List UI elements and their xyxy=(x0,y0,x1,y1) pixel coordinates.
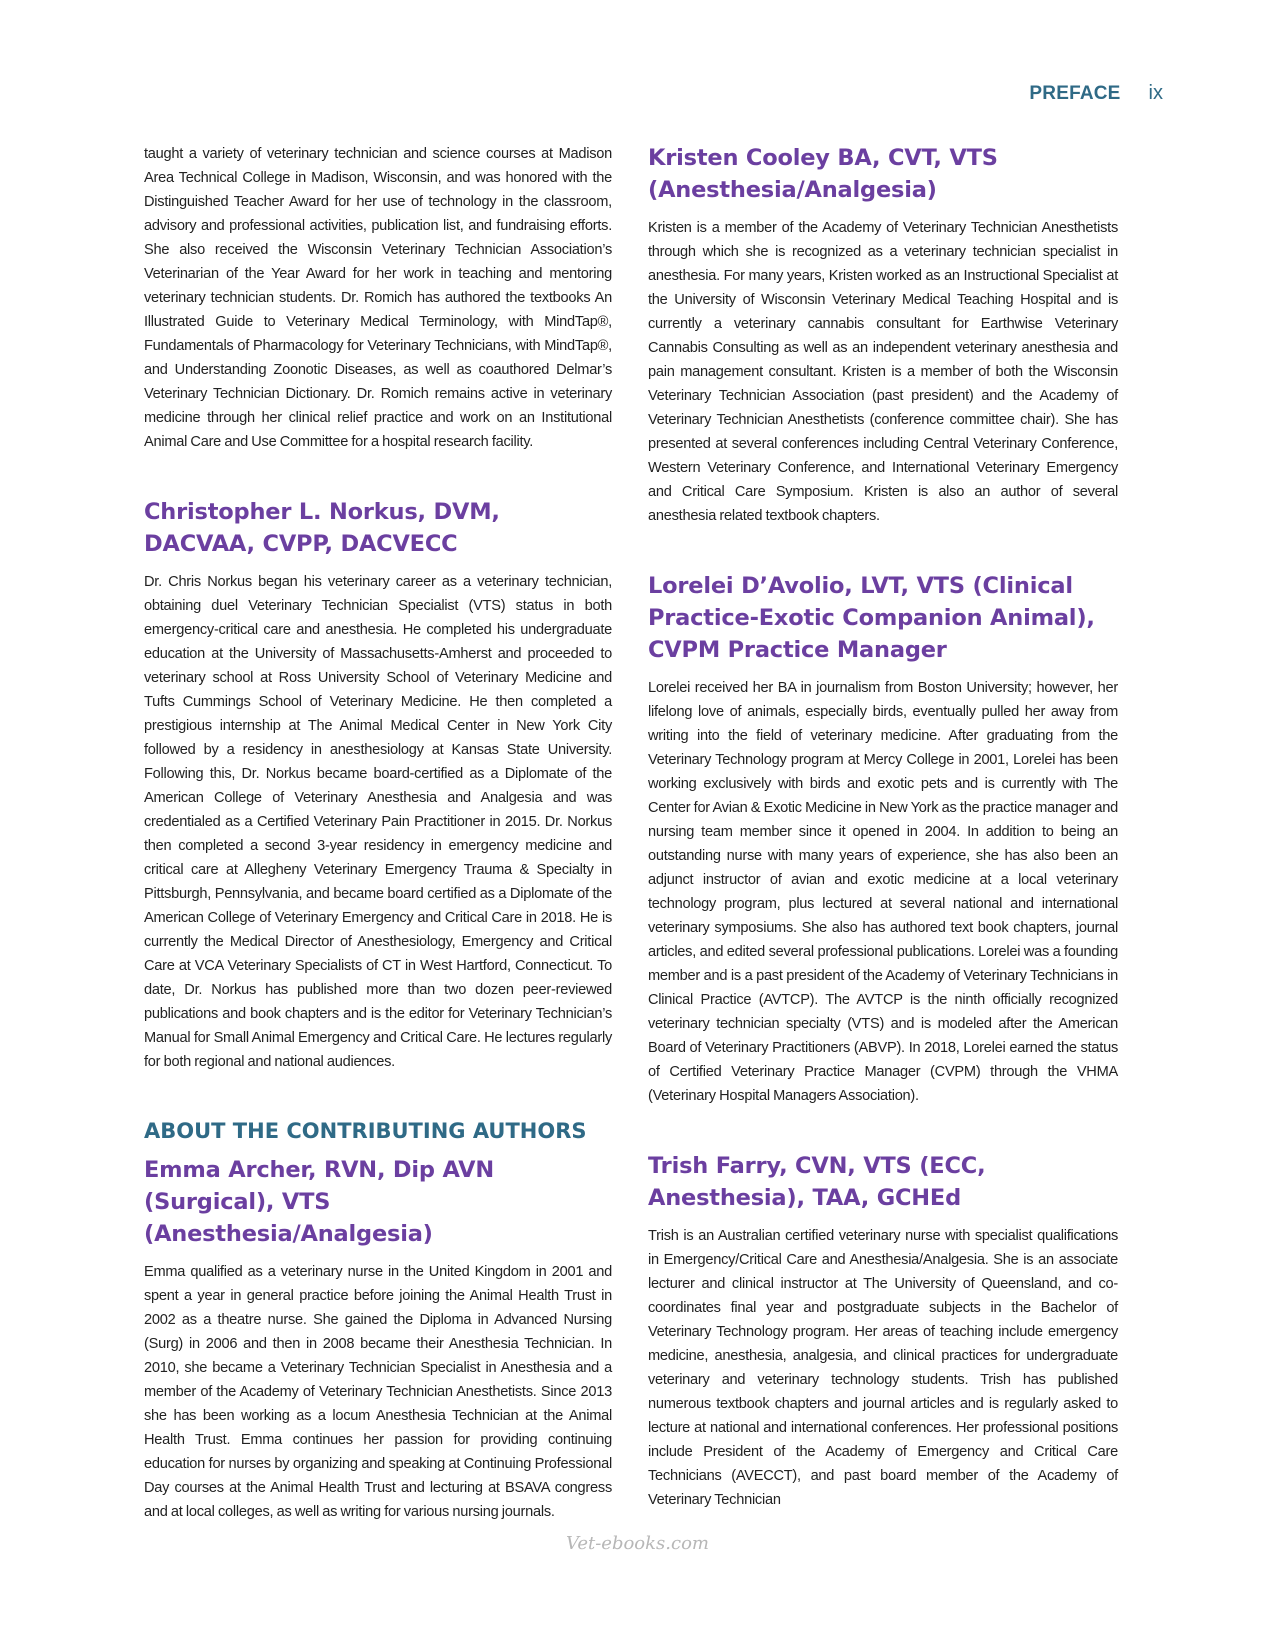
cooley-bio: Kristen is a member of the Academy of Veterinary Technician Anesthetists through which she is recognized as a veterinary technician specialist in anesthesia. For many years, Kristen worked as an Instructional Specialist at the University of Wisconsin Veterinary Medical Teaching Hospital and is currently a veterinary cannabis consultant for Earthwise Veterinary Cannabis Consulting as well as an independent veterinary anesthesia and pain management consultant. Kristen is a member of both the Wisconsin Veterinary Technician Association (past president) and the Academy of Veterinary Technician Anesthetists (conference committee chair). She has presented at several conferences including Central Veterinary Conference, Western Veterinary Conference, and International Veterinary Emergency and Critical Care Symposium. Kristen is also an author of several anesthesia related textbook chapters. xyxy=(648,220,1118,524)
section-title: PREFACE xyxy=(1029,83,1121,104)
right-column xyxy=(648,142,1118,1512)
cooley-heading: Kristen Cooley BA, CVT, VTS (Anesthesia/Analgesia) xyxy=(648,145,998,203)
farry-bio: Trish is an Australian certified veterinary nurse with specialist qualifications in Emergency/Critical Care and Anesthesia/Analgesia. She is an associate lecturer and clinical instructor at The University of Queensland, and co-coordinates final year and postgraduate subjects in the Bachelor of Veterinary Technology program. Her areas of teaching include emergency medicine, anesthesia, analgesia, and clinical practices for undergraduate veterinary and veterinary technology students. Trish has published numerous textbook chapters and journal articles and is regularly asked to lecture at national and international conferences. Her professional positions include President of the Academy of Emergency and Critical Care Technicians (AVECCT), and past board member of the Academy of Veterinary Technician xyxy=(648,1228,1118,1508)
watermark xyxy=(0,1533,1275,1554)
davolio-heading: Lorelei D’Avolio, LVT, VTS (Clinical Practice-Exotic Companion Animal), CVPM Practice Manager xyxy=(648,573,1095,663)
davolio-bio: Lorelei received her BA in journalism from Boston University; however, her lifelong love of animals, especially birds, eventually pulled her away from writing into the field of veterinary medicine. After graduating from the Veterinary Technology program at Mercy College in 2001, Lorelei has been working exclusively with birds and exotic pets and is currently with The Center for Avian & Exotic Medicine in New York as the practice manager and nursing team member since it opened in 2004. In addition to being an outstanding nurse with many years of experience, she has also been an adjunct instructor of avian and exotic medicine at a local veterinary technology program, plus lectured at several national and international veterinary symposiums. She also has authored text book chapters, journal articles, and edited several professional publications. Lorelei was a founding member and is a past president of the Academy of Veterinary Technicians in Clinical Practice (AVTCP). The AVTCP is the ninth officially recognized veterinary technician specialty (VTS) and is modeled after the American Board of Veterinary Practitioners (ABVP). In 2018, Lorelei earned the status of Certified Veterinary Practice Manager (CVPM) through the VHMA (Veterinary Hospital Managers Association). xyxy=(648,680,1118,1104)
archer-heading: Emma Archer, RVN, Dip AVN (Surgical), VTS (Anesthesia/Analgesia) xyxy=(144,1157,494,1247)
watermark-text: Vet-ebooks.com xyxy=(565,1533,709,1554)
left-column xyxy=(144,142,612,1524)
norkus-bio: Dr. Chris Norkus began his veterinary career as a veterinary technician, obtaining duel Veterinary Technician Specialist (VTS) status in both emergency-critical care and anesthesia. He completed his undergraduate education at the University of Massachusetts-Amherst and proceeded to veterinary school at Ross University School of Veterinary Medicine and Tufts Cummings School of Veterinary Medicine. He then completed a prestigious internship at The Animal Medical Center in New York City followed by a residency in anesthesiology at Kansas State University. Following this, Dr. Norkus became board-certified as a Diplomate of the American College of Veterinary Anesthesia and Analgesia and was credentialed as a Certified Veterinary Pain Practitioner in 2015. Dr. Norkus then completed a second 3-year residency in emergency medicine and critical care at Allegheny Veterinary Emergency Trauma & Specialty in Pittsburgh, Pennsylvania, and became board certified as a Diplomate of the American College of Veterinary Emergency and Critical Care in 2018. He is currently the Medical Director of Anesthesiology, Emergency and Critical Care at VCA Veterinary Specialists of CT in West Hartford, Connecticut. To date, Dr. Norkus has published more than two dozen peer-reviewed publications and book chapters and is the editor for Veterinary Technician’s Manual for Small Animal Emergency and Critical Care. He lectures regularly for both regional and national audiences. xyxy=(144,574,612,1070)
norkus-heading: Christopher L. Norkus, DVM, DACVAA, CVPP, DACVECC xyxy=(144,499,500,557)
page-number: ix xyxy=(1148,82,1163,104)
contributing-authors-heading: ABOUT THE CONTRIBUTING AUTHORS xyxy=(144,1119,587,1143)
archer-bio: Emma qualified as a veterinary nurse in the United Kingdom in 2001 and spent a year in general practice before joining the Animal Health Trust in 2002 as a theatre nurse. She gained the Diploma in Advanced Nursing (Surg) in 2006 and then in 2008 became their Anesthesia Technician. In 2010, she became a Veterinary Technician Specialist in Anesthesia and a member of the Academy of Veterinary Technician Anesthetists. Since 2013 she has been working as a locum Anesthesia Technician at the Animal Health Trust. Emma continues her passion for providing continuing education for nurses by organizing and speaking at Continuing Professional Day courses at the Animal Health Trust and lecturing at BSAVA congress and at local colleges, as well as writing for various nursing journals. xyxy=(144,1264,612,1520)
romich-bio-continued: taught a variety of veterinary technician and science courses at Madison Area Technical College in Madison, Wisconsin, and was honored with the Distinguished Teacher Award for her use of technology in the classroom, advisory and professional activities, publication list, and fundraising efforts. She also received the Wisconsin Veterinary Technician Association’s Veterinarian of the Year Award for her work in teaching and mentoring veterinary technician students. Dr. Romich has authored the textbooks An Illustrated Guide to Veterinary Medical Terminology, with MindTap®, Fundamentals of Pharmacology for Veterinary Technicians, with MindTap®, and Understanding Zoonotic Diseases, as well as coauthored Delmar’s Veterinary Technician Dictionary. Dr. Romich remains active in veterinary medicine through her clinical relief practice and work on an Institutional Animal Care and Use Committee for a hospital research facility. xyxy=(144,146,612,450)
running-header xyxy=(1029,82,1163,105)
farry-heading: Trish Farry, CVN, VTS (ECC, Anesthesia), TAA, GCHEd xyxy=(648,1153,986,1211)
